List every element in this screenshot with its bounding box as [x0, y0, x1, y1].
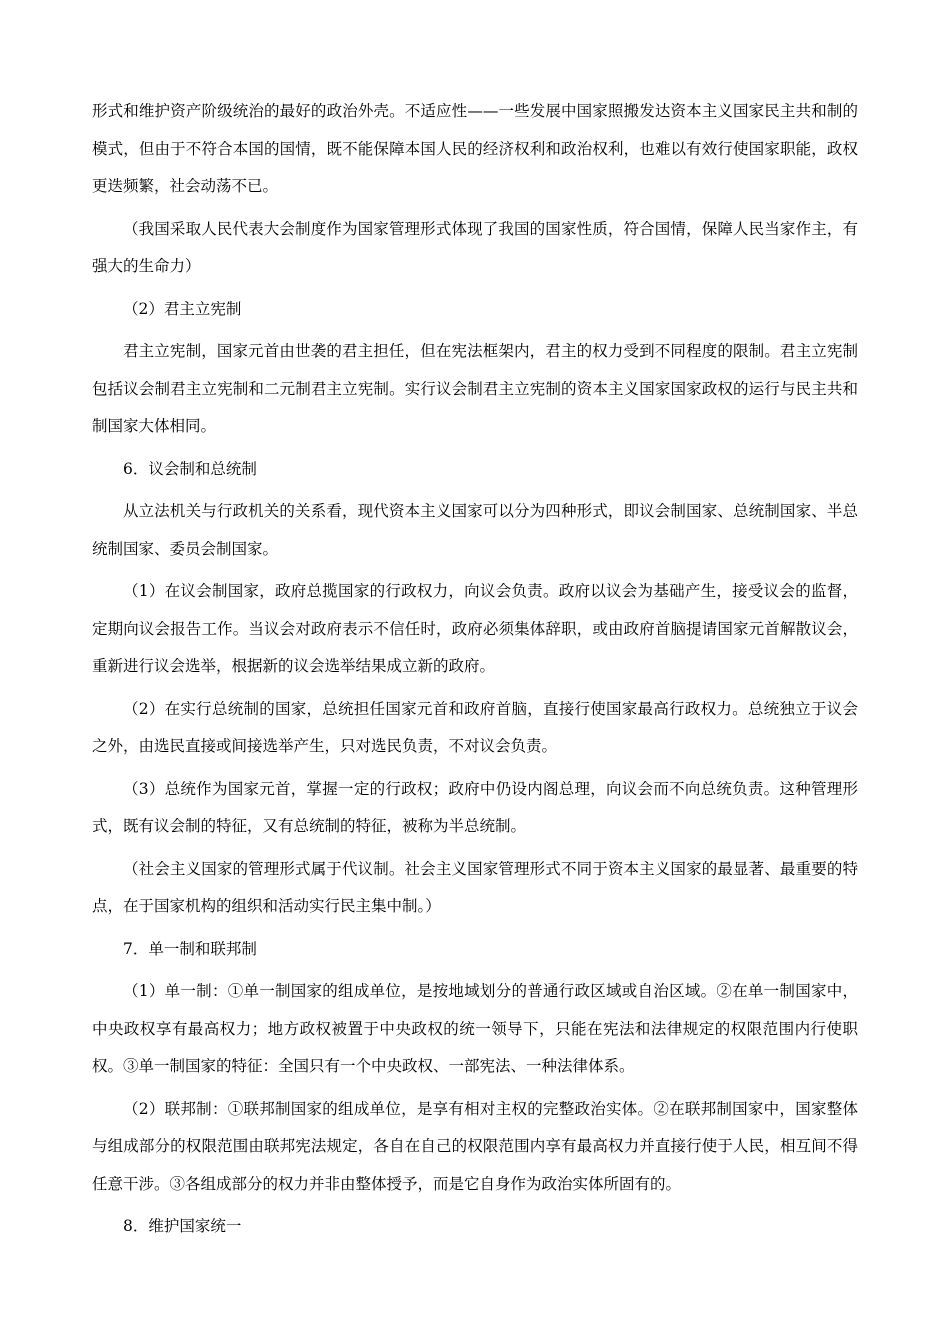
paragraph-6: （2）在实行总统制的国家，总统担任国家元首和政府首脑，直接行使国家最高行政权力。总统独立于议会之外，由选民直接或间接选举产生，只对选民负责，不对议会负责。 [92, 699, 858, 755]
paragraph-3: 君主立宪制，国家元首由世袭的君主担任，但在宪法框架内，君主的权力受到不同程度的限制。君主立宪制包括议会制君主立宪制和二元制君主立宪制。实行议会制君主立宪制的资本主义国家国家政权的运行与民主共和制国家大体相同。 [92, 342, 858, 435]
paragraph-2: （我国采取人民代表大会制度作为国家管理形式体现了我国的国家性质，符合国情，保障人民当家作主，有强大的生命力） [92, 219, 858, 275]
paragraph-1: 形式和维护资产阶级统治的最好的政治外壳。不适应性——一些发展中国家照搬发达资本主义国家民主共和制的模式，但由于不符合本国的国情，既不能保障本国人民的经济权利和政治权利，也难以有效行使国家职能，政权更迭频繁，社会动荡不已。 [92, 102, 858, 195]
paragraph-7: （3）总统作为国家元首，掌握一定的行政权；政府中仍设内阁总理，向议会而不向总统负责。这种管理形式，既有议会制的特征，又有总统制的特征，被称为半总统制。 [92, 779, 858, 835]
heading-section-6: 6．议会制和总统制 [123, 459, 257, 478]
paragraph-10: （2）联邦制：①联邦制国家的组成单位，是享有相对主权的完整政治实体。②在联邦制国家中，国家整体与组成部分的权限范围由联邦宪法规定，各自在自己的权限范围内享有最高权力并直接行使于人民，相互间不得任意干涉。③各组成部分的权力并非由整体授予，而是它自身作为政治实体所固有的。 [92, 1099, 858, 1193]
paragraph-8: （社会主义国家的管理形式属于代议制。社会主义国家管理形式不同于资本主义国家的最显著、最重要的特点，在于国家机构的组织和活动实行民主集中制。） [92, 859, 858, 915]
subheading-constitutional-monarchy: （2）君主立宪制 [123, 299, 242, 318]
heading-section-7: 7．单一制和联邦制 [123, 939, 257, 958]
paragraph-5: （1）在议会制国家，政府总揽国家的行政权力，向议会负责。政府以议会为基础产生，接受议会的监督，定期向议会报告工作。当议会对政府表示不信任时，政府必须集体辞职，或由政府首脑提请国家元首解散议会，重新进行议会选举，根据新的议会选举结果成立新的政府。 [92, 582, 858, 675]
heading-section-8: 8．维护国家统一 [123, 1217, 242, 1235]
paragraph-4: 从立法机关与行政机关的关系看，现代资本主义国家可以分为四种形式，即议会制国家、总统制国家、半总统制国家、委员会制国家。 [92, 502, 858, 558]
document-body [92, 93, 858, 1251]
paragraph-9: （1）单一制：①单一制国家的组成单位，是按地域划分的普通行政区域或自治区域。②在单一制国家中，中央政权享有最高权力；地方政权被置于中央政权的统一领导下，只能在宪法和法律规定的权限范围内行使职权。③单一制国家的特征：全国只有一个中央政权、一部宪法、一种法律体系。 [92, 982, 858, 1075]
